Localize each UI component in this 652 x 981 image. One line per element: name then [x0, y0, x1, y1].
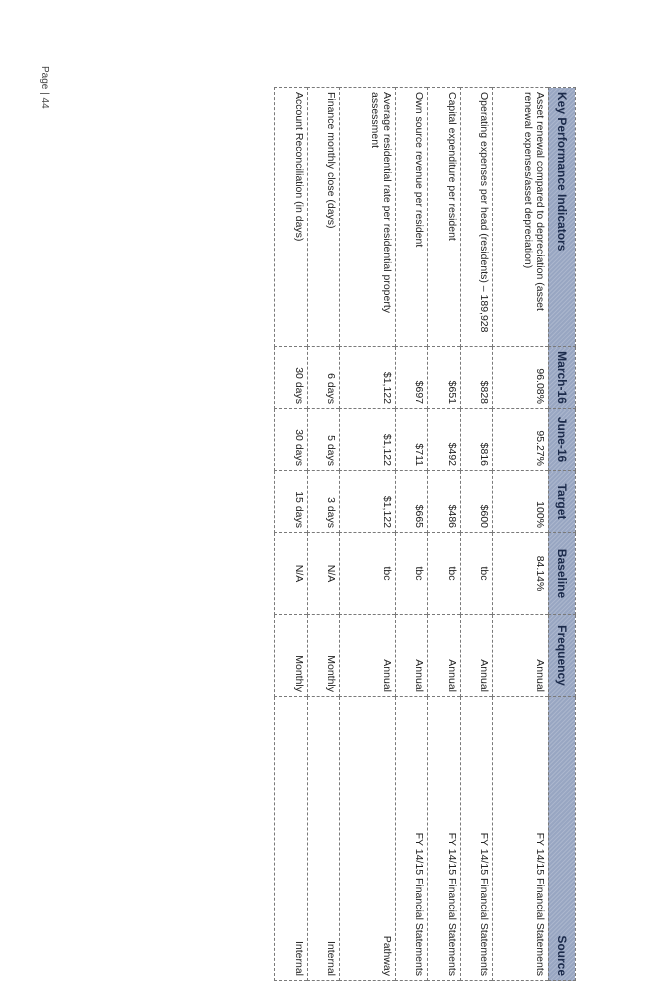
- cell-kpi: Operating expenses per head (residents) – 189,928: [460, 88, 493, 347]
- cell-kpi: Own source revenue per resident: [395, 88, 428, 347]
- cell-baseline: tbc: [460, 533, 493, 615]
- cell-source: Internal: [275, 697, 308, 981]
- cell-june-16: 30 days: [275, 409, 308, 471]
- header-kpi: Key Performance Indicators: [549, 88, 576, 347]
- cell-march-16: $651: [428, 347, 461, 409]
- cell-kpi: Asset renewal compared to depreciation (asset renewal expenses/asset depreciation): [493, 88, 549, 347]
- header-baseline: Baseline: [549, 533, 576, 615]
- header-source: Source: [549, 697, 576, 981]
- cell-target: 3 days: [307, 471, 340, 533]
- cell-kpi: Account Reconciliation (in days): [275, 88, 308, 347]
- cell-march-16: $828: [460, 347, 493, 409]
- header-target: Target: [549, 471, 576, 533]
- header-march-16: March-16: [549, 347, 576, 409]
- cell-june-16: 5 days: [307, 409, 340, 471]
- cell-frequency: Annual: [460, 615, 493, 697]
- cell-march-16: $1,122: [340, 347, 396, 409]
- cell-frequency: Annual: [395, 615, 428, 697]
- cell-baseline: N/A: [275, 533, 308, 615]
- cell-baseline: N/A: [307, 533, 340, 615]
- page-number: Page | 44: [39, 66, 50, 109]
- cell-march-16: $697: [395, 347, 428, 409]
- cell-march-16: 6 days: [307, 347, 340, 409]
- cell-march-16: 30 days: [275, 347, 308, 409]
- cell-june-16: $711: [395, 409, 428, 471]
- table-row: [460, 88, 493, 981]
- cell-source: FY 14/15 Financial Statements: [493, 697, 549, 981]
- cell-june-16: $1,122: [340, 409, 396, 471]
- cell-frequency: Annual: [428, 615, 461, 697]
- cell-source: Internal: [307, 697, 340, 981]
- table-row: [275, 88, 308, 981]
- table-row: [493, 88, 549, 981]
- cell-target: $1,122: [340, 471, 396, 533]
- cell-frequency: Annual: [340, 615, 396, 697]
- cell-source: Pathway: [340, 697, 396, 981]
- cell-target: 15 days: [275, 471, 308, 533]
- rotated-table-container: [274, 87, 576, 976]
- cell-baseline: tbc: [395, 533, 428, 615]
- table-row: [428, 88, 461, 981]
- cell-kpi: Capital expenditure per resident: [428, 88, 461, 347]
- cell-target: $600: [460, 471, 493, 533]
- header-june-16: June-16: [549, 409, 576, 471]
- cell-target: $486: [428, 471, 461, 533]
- cell-target: $665: [395, 471, 428, 533]
- cell-june-16: $816: [460, 409, 493, 471]
- cell-baseline: 84.14%: [493, 533, 549, 615]
- cell-june-16: 95.27%: [493, 409, 549, 471]
- table-row: [395, 88, 428, 981]
- cell-frequency: Monthly: [307, 615, 340, 697]
- table-row: [307, 88, 340, 981]
- header-frequency: Frequency: [549, 615, 576, 697]
- cell-baseline: tbc: [340, 533, 396, 615]
- table-header-row: [549, 88, 576, 981]
- cell-target: 100%: [493, 471, 549, 533]
- cell-frequency: Monthly: [275, 615, 308, 697]
- cell-source: FY 14/15 Financial Statements: [460, 697, 493, 981]
- cell-june-16: $492: [428, 409, 461, 471]
- cell-kpi: Average residential rate per residential property assessment: [340, 88, 396, 347]
- table-row: [340, 88, 396, 981]
- cell-march-16: 96.08%: [493, 347, 549, 409]
- cell-kpi: Finance monthly close (days): [307, 88, 340, 347]
- cell-source: FY 14/15 Financial Statements: [395, 697, 428, 981]
- kpi-table: [274, 87, 576, 981]
- cell-source: FY 14/15 Financial Statements: [428, 697, 461, 981]
- cell-baseline: tbc: [428, 533, 461, 615]
- cell-frequency: Annual: [493, 615, 549, 697]
